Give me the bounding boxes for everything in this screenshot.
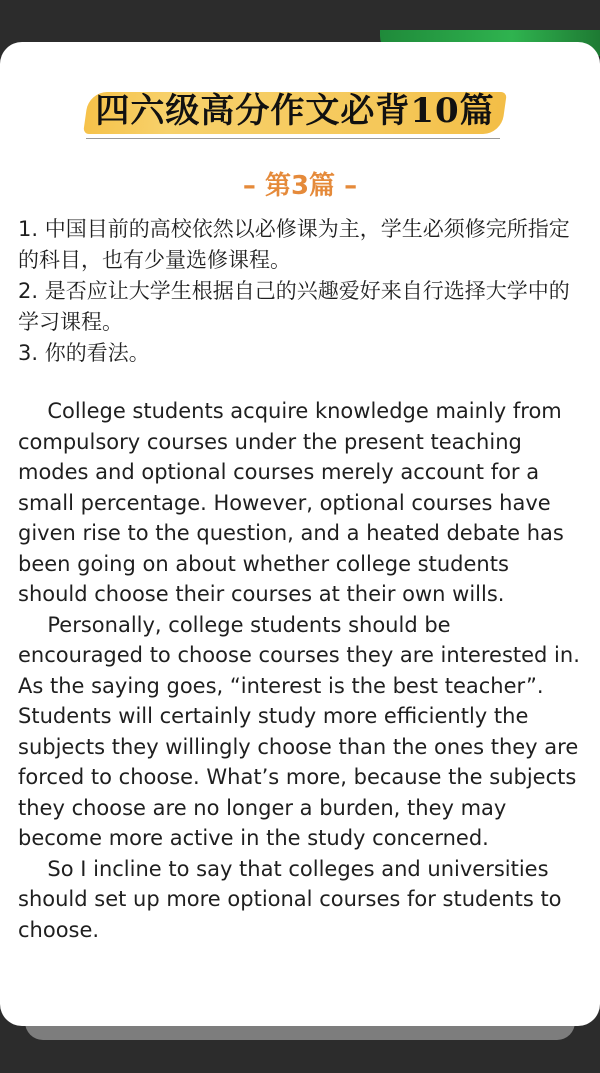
essay-paragraph: College students acquire knowledge mainly from compulsory courses under the present teaching modes and optional courses merely account for a small percentage. However, optional courses have given rise to the question, and a heated debate has been going on about whether college students should choose their courses at their own wills. (18, 399, 564, 606)
essay-paragraph: So I incline to say that colleges and universities should set up more optional courses for students to choose. (18, 856, 562, 942)
essay-paragraph: Personally, college students should be encouraged to choose courses they are interested in. As the saying goes, “interest is the best teacher”. Students will certainly study more efficiently the subjects they willingly choose than the ones they are forced to choose. What’s more, because the subjects they choose are no longer a burden, they may become more active in the study concerned. (18, 612, 580, 850)
article-card (0, 42, 600, 1026)
page-title: 四六级高分作文必背10篇 (95, 91, 495, 131)
essay-body (18, 396, 582, 945)
essay-number: – 第3篇 – (242, 171, 358, 201)
title-banner (86, 84, 504, 138)
prompt-list (18, 214, 588, 369)
prompt-item: 1. 中国目前的高校依然以必修课为主，学生必须修完所指定的科目，也有少量选修课程。 (18, 217, 570, 272)
prompt-item: 2. 是否应让大学生根据自己的兴趣爱好来自行选择大学中的学习课程。 (18, 279, 570, 334)
title-divider (86, 138, 500, 139)
prompt-item: 3. 你的看法。 (18, 341, 150, 365)
